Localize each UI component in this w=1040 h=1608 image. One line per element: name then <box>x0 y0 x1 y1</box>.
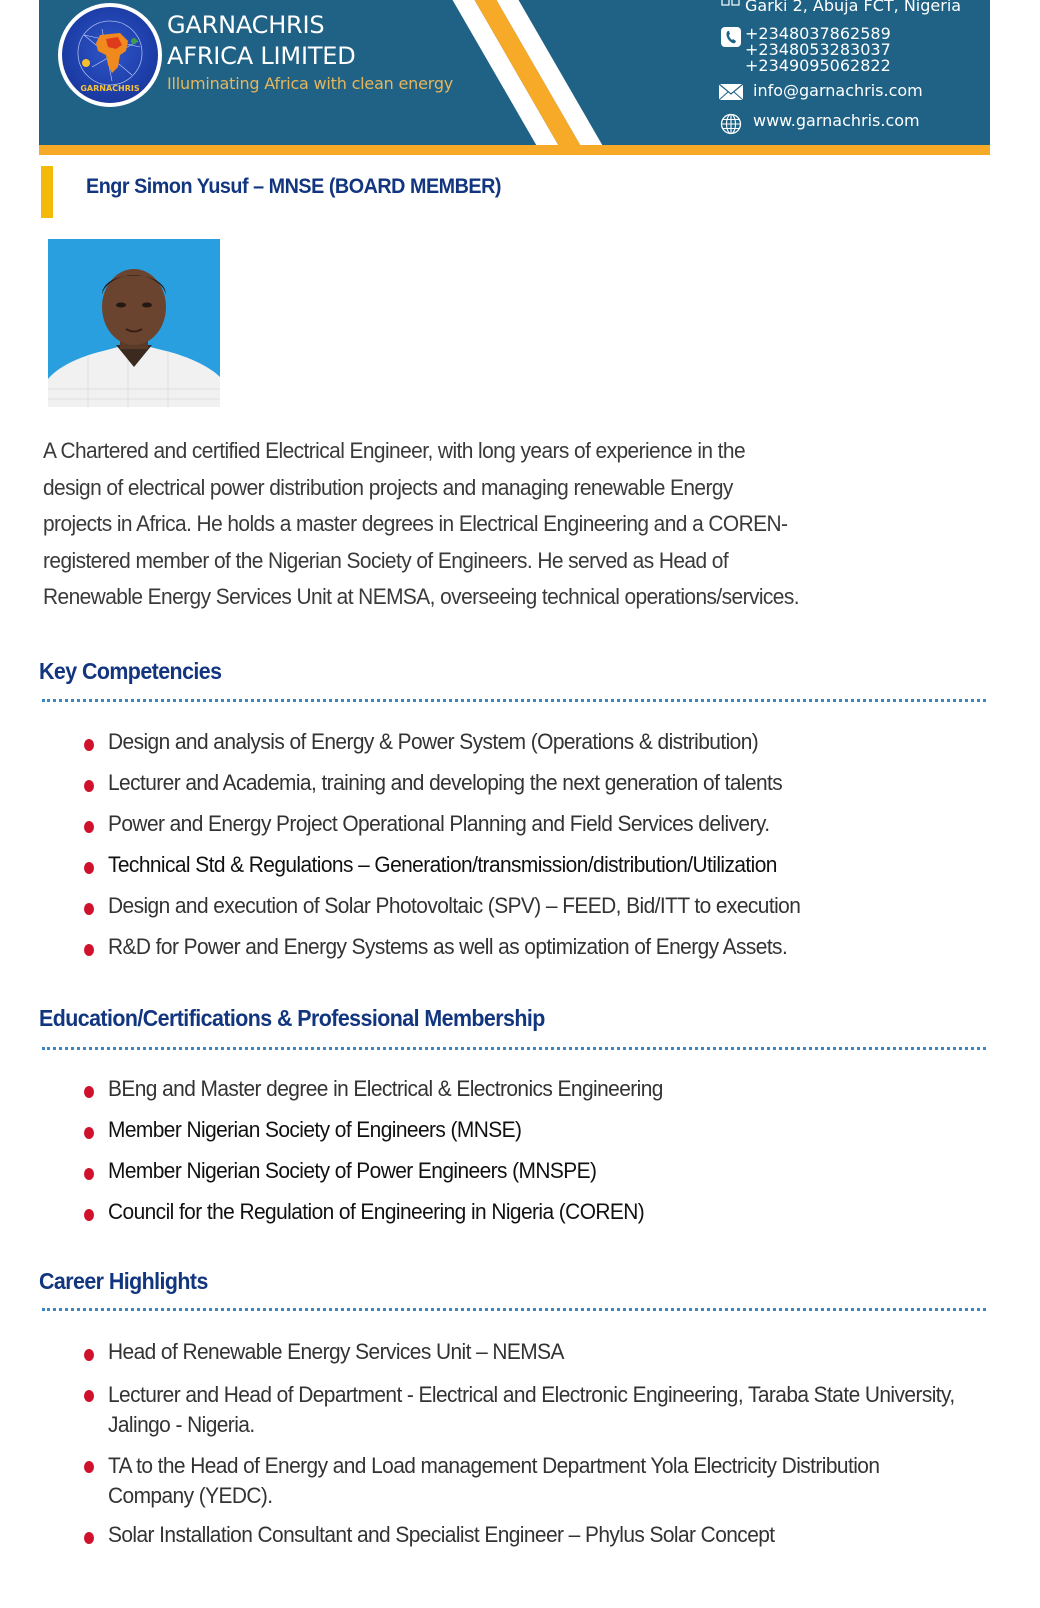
list-item: Design and execution of Solar Photovoltaic (SPV) – FEED, Bid/ITT to execution <box>84 893 989 934</box>
section-heading-education: Education/Certifications & Professional Membership <box>39 1005 545 1031</box>
address-text: Garki 2, Abuja FCT, Nigeria <box>745 0 962 15</box>
bullet-icon <box>84 1532 94 1544</box>
website-row <box>717 113 920 135</box>
bio-line: projects in Africa. He holds a master degrees in Electrical Engineering and a COREN- <box>43 511 788 536</box>
company-tagline: Illuminating Africa with clean energy <box>167 74 454 93</box>
bullet-icon <box>84 903 94 915</box>
bullet-icon <box>84 821 94 833</box>
bullet-icon <box>84 1086 94 1098</box>
company-logo <box>58 3 162 107</box>
list-item: Design and analysis of Energy & Power System (Operations & distribution) <box>84 729 989 770</box>
bio-line: registered member of the Nigerian Society of Engineers. He served as Head of <box>43 547 729 573</box>
address-row <box>717 0 961 14</box>
section-heading-career-highlights: Career Highlights <box>39 1268 208 1294</box>
title-accent-bar <box>41 166 53 218</box>
company-name-line1: GARNACHRIS <box>167 11 325 39</box>
bio-paragraph <box>43 433 936 616</box>
email-row <box>717 83 923 101</box>
bio-line: Renewable Energy Services Unit at NEMSA, overseeing technical operations/services. <box>43 584 799 609</box>
section-divider <box>42 699 986 702</box>
bullet-icon <box>84 1168 94 1180</box>
company-name-line2: AFRICA LIMITED <box>167 42 356 70</box>
profile-photo <box>48 239 220 407</box>
phone-list <box>745 26 891 74</box>
list-item: Member Nigerian Society of Engineers (MNSE) <box>84 1117 989 1158</box>
bullet-icon <box>84 739 94 751</box>
phone-number[interactable]: +2348053283037 <box>745 40 891 59</box>
header-banner <box>39 0 990 155</box>
building-icon <box>717 0 745 8</box>
list-item: Solar Installation Consultant and Specialist Engineer – Phylus Solar Concept <box>84 1522 989 1563</box>
globe-icon <box>717 113 745 135</box>
bio-line: A Chartered and certified Electrical Engineer, with long years of experience in the <box>43 438 746 463</box>
section-heading-key-competencies: Key Competencies <box>39 658 222 684</box>
bullet-icon <box>84 944 94 956</box>
phone-number[interactable]: +2348037862589 <box>745 24 891 43</box>
career-list <box>84 1339 989 1563</box>
bullet-icon <box>84 1127 94 1139</box>
phone-number[interactable]: +2349095062822 <box>745 56 891 75</box>
list-item: Lecturer and Head of Department - Electrical and Electronic Engineering, Taraba State University, Jalingo - Nigeria. <box>84 1380 989 1451</box>
list-item: Head of Renewable Energy Services Unit – NEMSA <box>84 1339 989 1380</box>
section-divider <box>42 1308 986 1311</box>
envelope-icon <box>717 83 745 101</box>
person-title: Engr Simon Yusuf – MNSE (BOARD MEMBER) <box>86 175 501 198</box>
list-item: BEng and Master degree in Electrical & Electronics Engineering <box>84 1076 989 1117</box>
bullet-icon <box>84 1209 94 1221</box>
education-list <box>84 1076 989 1240</box>
phone-icon <box>717 26 745 48</box>
list-item: Power and Energy Project Operational Planning and Field Services delivery. <box>84 811 989 852</box>
website-link[interactable]: www.garnachris.com <box>753 111 920 130</box>
bullet-icon <box>84 1390 94 1402</box>
banner-accent-bar <box>39 145 990 155</box>
africa-globe-icon <box>62 7 158 103</box>
list-item: Member Nigerian Society of Power Engineers (MNSPE) <box>84 1158 989 1199</box>
bullet-icon <box>84 780 94 792</box>
svg-text:GARNACHRIS: GARNACHRIS <box>80 84 140 93</box>
email-link[interactable]: info@garnachris.com <box>753 81 923 100</box>
bullet-icon <box>84 862 94 874</box>
list-item: TA to the Head of Energy and Load management Department Yola Electricity Distribution Company (YEDC). <box>84 1451 989 1522</box>
person-portrait-icon <box>48 239 220 407</box>
bullet-icon <box>84 1349 94 1361</box>
list-item: R&D for Power and Energy Systems as well as optimization of Energy Assets. <box>84 934 989 975</box>
phone-row <box>717 26 891 74</box>
bullet-icon <box>84 1461 94 1473</box>
list-item: Technical Std & Regulations – Generation/transmission/distribution/Utilization <box>84 852 989 893</box>
competencies-list <box>84 729 989 975</box>
list-item: Lecturer and Academia, training and developing the next generation of talents <box>84 770 989 811</box>
brand-block <box>167 10 453 93</box>
bio-line: design of electrical power distribution projects and managing renewable Energy <box>43 474 733 500</box>
section-divider <box>42 1047 986 1050</box>
list-item: Council for the Regulation of Engineering in Nigeria (COREN) <box>84 1199 989 1240</box>
